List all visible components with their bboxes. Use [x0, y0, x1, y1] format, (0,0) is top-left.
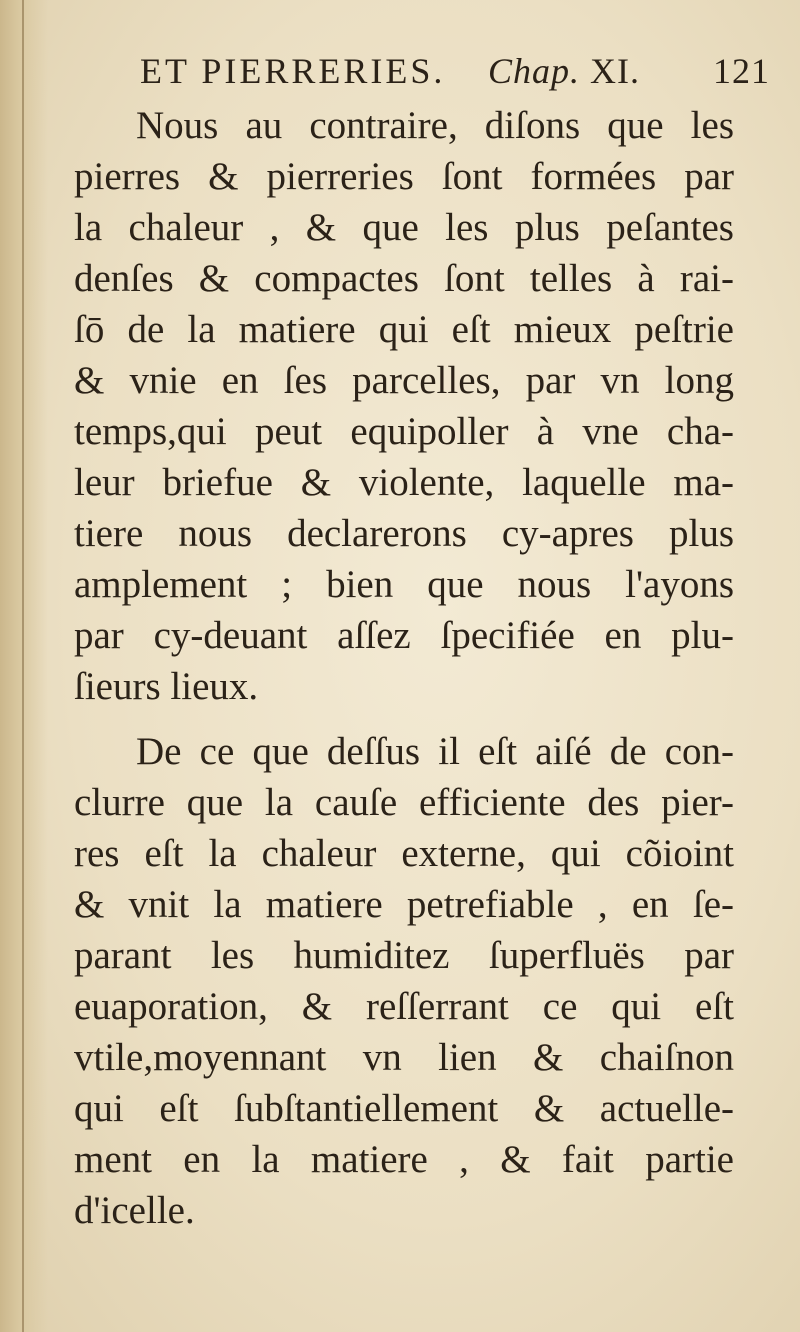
chapter-label — [488, 50, 640, 92]
text-line: parant les humiditez ſuperfluës par — [74, 934, 734, 977]
text-line: euaporation, & reſſerrant ce qui eſt — [74, 985, 734, 1028]
text-line: ſō de la matiere qui eſt mieux peſtrie — [74, 308, 734, 351]
text-line: qui eſt ſubſtantiellement & actuelle- — [74, 1087, 734, 1130]
page-number: 121 — [713, 51, 770, 91]
text-line: Nous au contraire, diſons que les — [136, 104, 734, 147]
binding-edge — [22, 0, 24, 1332]
chapter-number: XI. — [590, 51, 641, 91]
text-line: & vnit la matiere petrefiable , en ſe- — [74, 883, 734, 926]
running-head — [130, 50, 770, 96]
paragraph-gap — [74, 712, 734, 726]
text-line: par cy-deuant aſſez ſpecifiée en plu- — [74, 614, 734, 657]
text-line: tiere nous declarerons cy-apres plus — [74, 512, 734, 555]
text-line: ſieurs lieux. — [74, 665, 259, 708]
body-text — [74, 100, 734, 1236]
text-line: clurre que la cauſe efficiente des pier- — [74, 781, 734, 824]
text-line: vtile,moyennant vn lien & chaiſnon — [74, 1036, 734, 1079]
text-line: & vnie en ſes parcelles, par vn long — [74, 359, 734, 402]
text-line: la chaleur , & que les plus peſantes — [74, 206, 734, 249]
text-line: leur briefue & violente, laquelle ma- — [74, 461, 734, 504]
text-line: ment en la matiere , & fait partie — [74, 1138, 734, 1181]
text-line: pierres & pierreries ſont formées par — [74, 155, 734, 198]
running-title: ET PIERRERIES. — [140, 51, 446, 91]
text-line: d'icelle. — [74, 1189, 195, 1232]
paragraph-1 — [74, 100, 734, 712]
text-line: temps,qui peut equipoller à vne cha- — [74, 410, 734, 453]
text-line: amplement ; bien que nous l'ayons — [74, 563, 734, 606]
text-line: De ce que deſſus il eſt aiſé de con- — [136, 730, 734, 773]
text-line: res eſt la chaleur externe, qui cõioint — [74, 832, 734, 875]
text-line: denſes & compactes ſont telles à rai- — [74, 257, 734, 300]
paragraph-2 — [74, 726, 734, 1236]
chapter-prefix: Chap. — [488, 51, 581, 91]
page-gutter — [0, 0, 48, 1332]
